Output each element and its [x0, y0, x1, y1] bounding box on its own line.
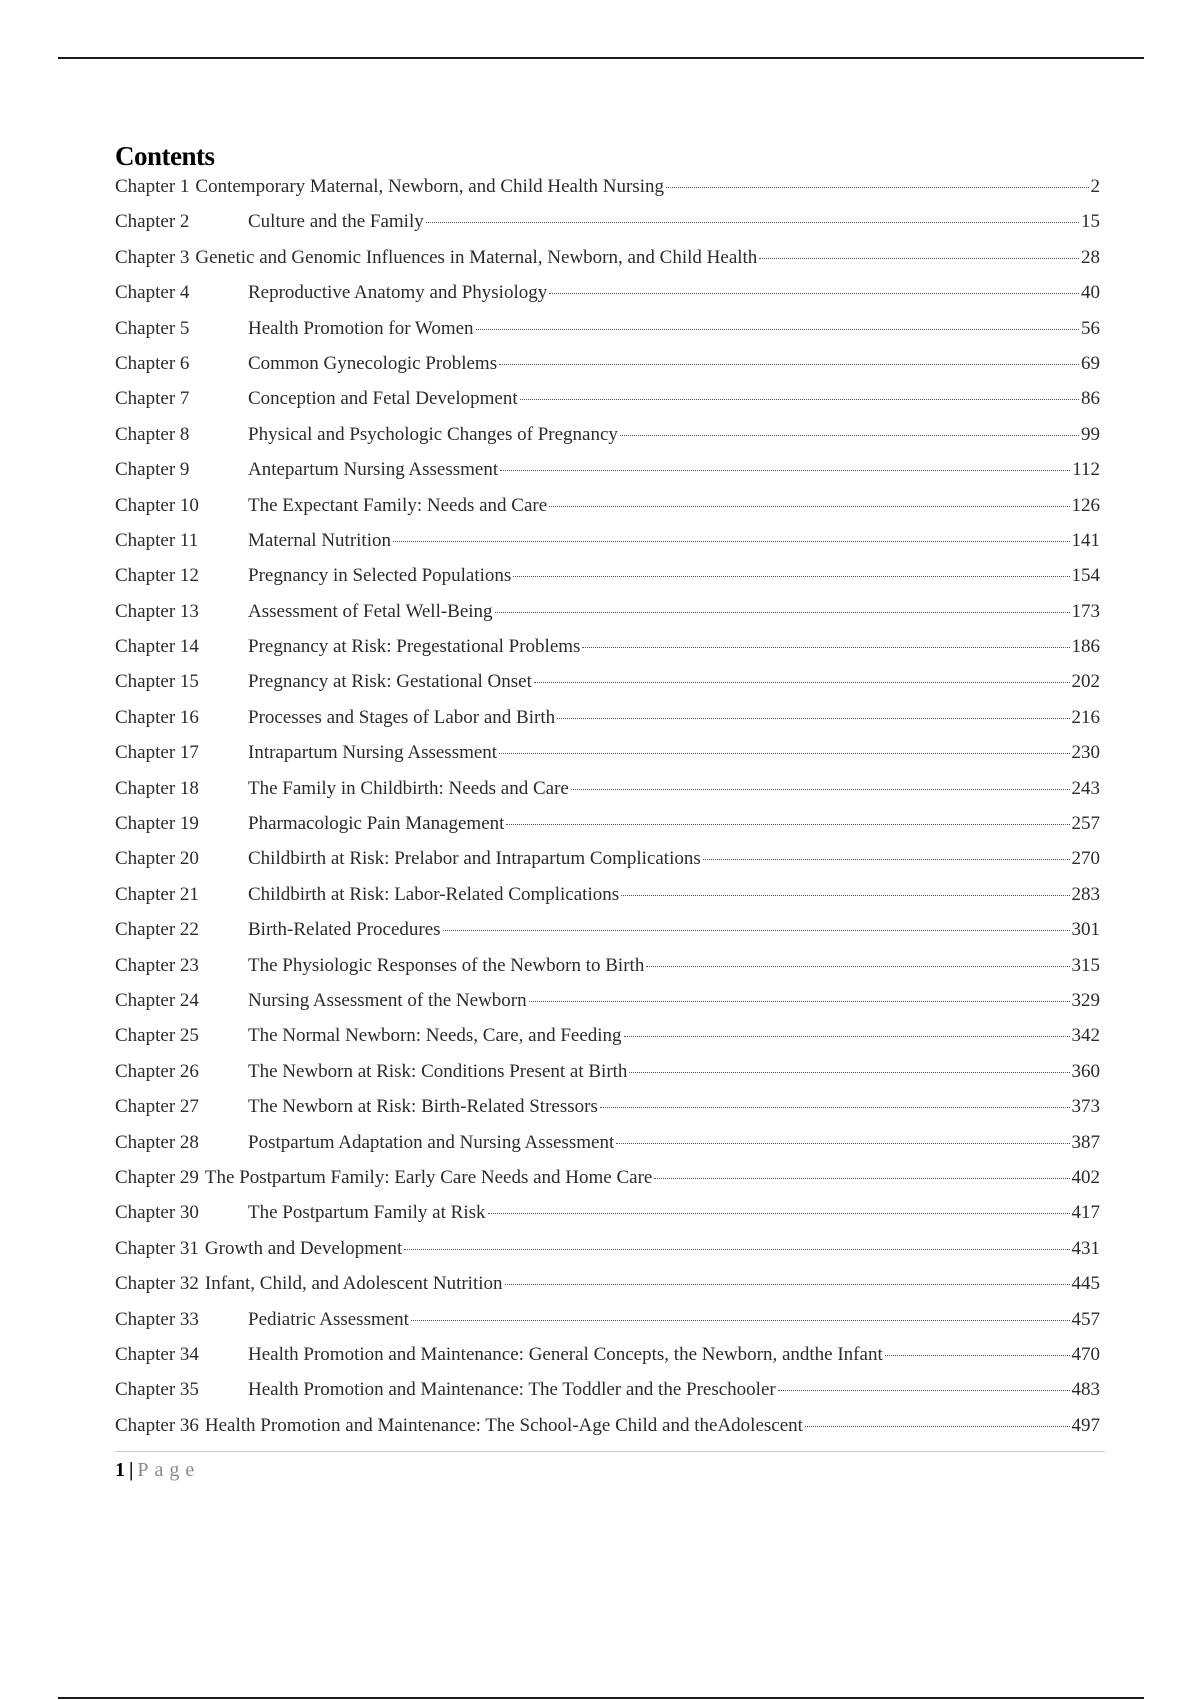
- toc-entry-page: 270: [1071, 848, 1100, 870]
- toc-entry-page: 483: [1071, 1379, 1100, 1401]
- toc-entry-label: Chapter 12: [115, 565, 199, 587]
- toc-dot-leader: [600, 1107, 1070, 1108]
- toc-entry-label: Chapter 17: [115, 742, 199, 764]
- toc-entry-label: Chapter 26: [115, 1060, 199, 1082]
- toc-entry-label: Chapter 14: [115, 636, 199, 658]
- toc-entry-label: Chapter 25: [115, 1025, 199, 1047]
- toc-dot-leader: [495, 612, 1070, 613]
- toc-dot-leader: [582, 647, 1069, 648]
- toc-dot-leader: [499, 364, 1079, 365]
- toc-entry-label: Chapter 7: [115, 388, 190, 410]
- toc-entry[interactable]: [115, 636, 1100, 671]
- toc-entry[interactable]: [115, 1238, 1100, 1273]
- toc-entry-label: Chapter 23: [115, 954, 199, 976]
- toc-entry[interactable]: [115, 282, 1100, 317]
- toc-dot-leader: [443, 930, 1070, 931]
- toc-entry[interactable]: [115, 990, 1100, 1025]
- toc-heading: Contents: [115, 141, 215, 171]
- toc-entry-title: Pregnancy in Selected Populations: [248, 565, 512, 587]
- toc-entry-title: Infant, Child, and Adolescent Nutrition: [204, 1273, 503, 1295]
- toc-dot-leader: [499, 753, 1069, 754]
- toc-entry-title: Physical and Psychologic Changes of Pregnancy: [248, 423, 618, 445]
- toc-dot-leader: [621, 895, 1069, 896]
- toc-entry[interactable]: [115, 601, 1100, 636]
- toc-entry-page: 497: [1071, 1414, 1100, 1436]
- toc-entry[interactable]: [115, 1096, 1100, 1131]
- toc-entry-page: 126: [1071, 494, 1100, 516]
- toc-entry-page: 257: [1071, 813, 1100, 835]
- toc-entry[interactable]: [115, 1379, 1100, 1414]
- toc-entry-title: Genetic and Genomic Influences in Maternal, Newborn, and Child Health: [195, 246, 758, 268]
- toc-entry[interactable]: [115, 813, 1100, 848]
- toc-entry-page: 457: [1071, 1308, 1100, 1330]
- toc-entry-title: The Expectant Family: Needs and Care: [248, 494, 548, 516]
- toc-entry-title: The Newborn at Risk: Conditions Present at Birth: [248, 1060, 628, 1082]
- toc-dot-leader: [520, 399, 1079, 400]
- toc-entry[interactable]: [115, 778, 1100, 813]
- toc-entry-page: 15: [1081, 211, 1100, 233]
- toc-entry-page: 360: [1071, 1060, 1100, 1082]
- toc-dot-leader: [549, 293, 1079, 294]
- top-rule: [58, 57, 1144, 59]
- toc-entry-page: 173: [1071, 600, 1100, 622]
- toc-entry-title: Reproductive Anatomy and Physiology: [248, 282, 548, 304]
- toc-entry-label: Chapter 22: [115, 919, 199, 941]
- toc-entry-label: Chapter 19: [115, 813, 199, 835]
- toc-entry[interactable]: [115, 565, 1100, 600]
- toc-dot-leader: [885, 1355, 1070, 1356]
- toc-entry-label: Chapter 4: [115, 282, 190, 304]
- toc-entry-title: Childbirth at Risk: Prelabor and Intrapartum Complications: [248, 848, 701, 870]
- toc-dot-leader: [624, 1036, 1070, 1037]
- toc-entry[interactable]: [115, 211, 1100, 246]
- toc-entry[interactable]: [115, 1273, 1100, 1308]
- toc-dot-leader: [529, 1001, 1070, 1002]
- toc-entry-title: Pharmacologic Pain Management: [248, 813, 505, 835]
- toc-dot-leader: [620, 435, 1079, 436]
- toc-entry-title: Pediatric Assessment: [248, 1308, 409, 1330]
- toc-dot-leader: [393, 541, 1070, 542]
- toc-entry-page: 99: [1081, 423, 1100, 445]
- toc-dot-leader: [411, 1320, 1070, 1321]
- toc-entry-page: 417: [1071, 1202, 1100, 1224]
- toc-entry-label: Chapter 36: [115, 1414, 199, 1436]
- toc-entry-page: 243: [1071, 777, 1100, 799]
- toc-entry-page: 387: [1071, 1131, 1100, 1153]
- toc-entry-label: Chapter 27: [115, 1096, 199, 1118]
- toc-entry-page: 56: [1081, 317, 1100, 339]
- toc-entry-label: Chapter 18: [115, 777, 199, 799]
- toc-entry-page: 216: [1071, 706, 1100, 728]
- toc-dot-leader: [616, 1143, 1069, 1144]
- toc-entry[interactable]: [115, 955, 1100, 990]
- toc-entry-page: 141: [1071, 529, 1100, 551]
- toc-entry[interactable]: [115, 353, 1100, 388]
- footer-page-word: Page: [137, 1459, 201, 1481]
- toc-entry-title: Culture and the Family: [248, 211, 424, 233]
- toc-entry-title: Birth-Related Procedures: [248, 919, 441, 941]
- toc-dot-leader: [549, 506, 1069, 507]
- toc-entry-title: The Newborn at Risk: Birth-Related Stressors: [248, 1096, 598, 1118]
- toc-entry-page: 470: [1071, 1343, 1100, 1365]
- toc-entry-page: 431: [1071, 1237, 1100, 1259]
- toc-entry-title: Antepartum Nursing Assessment: [248, 459, 499, 481]
- toc-entry-label: Chapter 21: [115, 883, 199, 905]
- toc-entry-page: 112: [1072, 459, 1100, 481]
- toc-entry-label: Chapter 13: [115, 600, 199, 622]
- toc-entry[interactable]: [115, 742, 1100, 777]
- toc-entry-label: Chapter 34: [115, 1343, 199, 1365]
- toc-entry[interactable]: [115, 671, 1100, 706]
- footer-page-number: 1: [115, 1459, 125, 1481]
- page-footer: [115, 1457, 200, 1483]
- toc-entry-title: Postpartum Adaptation and Nursing Assessment: [248, 1131, 615, 1153]
- toc-entry-title: Processes and Stages of Labor and Birth: [248, 706, 556, 728]
- toc-entry[interactable]: [115, 388, 1100, 423]
- toc-entry[interactable]: [115, 1344, 1100, 1379]
- toc-dot-leader: [703, 859, 1070, 860]
- toc-dot-leader: [506, 824, 1069, 825]
- toc-entry[interactable]: [115, 707, 1100, 742]
- toc-entry-page: 342: [1071, 1025, 1100, 1047]
- toc-entry-label: Chapter 15: [115, 671, 199, 693]
- toc-dot-leader: [513, 576, 1069, 577]
- toc-entry-page: 402: [1071, 1166, 1100, 1188]
- toc-entry-label: Chapter 24: [115, 989, 199, 1011]
- toc-entry-label: Chapter 29: [115, 1166, 199, 1188]
- toc-entry-title: Maternal Nutrition: [248, 529, 391, 551]
- toc-entry-title: Pregnancy at Risk: Pregestational Problems: [248, 636, 581, 658]
- toc-dot-leader: [426, 222, 1079, 223]
- toc-entry-title: The Postpartum Family: Early Care Needs and Home Care: [204, 1166, 653, 1188]
- toc-entry-label: Chapter 31: [115, 1237, 199, 1259]
- toc-entry-label: Chapter 11: [115, 529, 199, 551]
- toc-entry-label: Chapter 10: [115, 494, 199, 516]
- toc-entry[interactable]: [115, 459, 1100, 494]
- toc-dot-leader: [629, 1072, 1069, 1073]
- toc-entry-page: 283: [1071, 883, 1100, 905]
- toc-dot-leader: [778, 1390, 1070, 1391]
- toc-entry-title: Contemporary Maternal, Newborn, and Child Health Nursing: [195, 176, 664, 197]
- toc-entry-page: 301: [1071, 919, 1100, 941]
- toc-dot-leader: [759, 258, 1079, 259]
- table-of-contents: [115, 140, 1100, 1450]
- toc-entry[interactable]: [115, 1167, 1100, 1202]
- toc-entry-title: The Family in Childbirth: Needs and Care: [248, 777, 569, 799]
- toc-dot-leader: [654, 1178, 1069, 1179]
- toc-dot-leader: [646, 966, 1069, 967]
- toc-entry[interactable]: [115, 424, 1100, 459]
- toc-entry-label: Chapter 8: [115, 423, 190, 445]
- toc-entry-label: Chapter 3: [115, 246, 190, 268]
- toc-entry-label: Chapter 20: [115, 848, 199, 870]
- toc-dot-leader: [476, 329, 1079, 330]
- toc-entry-page: 373: [1071, 1096, 1100, 1118]
- toc-entry-page: 315: [1071, 954, 1100, 976]
- footer-separator: |: [129, 1459, 134, 1481]
- toc-list: [115, 176, 1100, 1450]
- toc-entry[interactable]: [115, 919, 1100, 954]
- toc-entry-label: Chapter 33: [115, 1308, 199, 1330]
- toc-entry-page: 230: [1071, 742, 1100, 764]
- toc-dot-leader: [505, 1284, 1070, 1285]
- toc-entry-title: The Normal Newborn: Needs, Care, and Feeding: [248, 1025, 622, 1047]
- toc-entry-label: Chapter 28: [115, 1131, 199, 1153]
- toc-entry-page: 2: [1090, 176, 1100, 197]
- toc-entry-title: Assessment of Fetal Well-Being: [248, 600, 493, 622]
- toc-entry-title: Intrapartum Nursing Assessment: [248, 742, 498, 764]
- toc-dot-leader: [534, 682, 1070, 683]
- toc-entry[interactable]: [115, 1132, 1100, 1167]
- toc-entry[interactable]: [115, 176, 1100, 211]
- toc-dot-leader: [557, 718, 1069, 719]
- toc-entry[interactable]: [115, 1415, 1100, 1450]
- toc-entry-title: Health Promotion for Women: [248, 317, 474, 339]
- toc-entry-title: Growth and Development: [204, 1237, 403, 1259]
- toc-dot-leader: [571, 789, 1070, 790]
- toc-entry-page: 154: [1071, 565, 1100, 587]
- toc-dot-leader: [404, 1249, 1069, 1250]
- toc-dot-leader: [500, 470, 1070, 471]
- toc-entry-page: 329: [1071, 989, 1100, 1011]
- toc-dot-leader: [488, 1213, 1070, 1214]
- toc-entry[interactable]: [115, 318, 1100, 353]
- bottom-rule: [58, 1697, 1144, 1699]
- toc-entry-label: Chapter 35: [115, 1379, 199, 1401]
- toc-entry-page: 186: [1071, 636, 1100, 658]
- toc-entry-title: The Postpartum Family at Risk: [248, 1202, 486, 1224]
- toc-dot-leader: [805, 1426, 1070, 1427]
- toc-entry-page: 69: [1081, 352, 1100, 374]
- toc-entry[interactable]: [115, 1202, 1100, 1237]
- footer-divider: [115, 1451, 1105, 1452]
- toc-entry-label: Chapter 32: [115, 1273, 199, 1295]
- toc-entry-page: 445: [1071, 1273, 1100, 1295]
- toc-entry-title: The Physiologic Responses of the Newborn to Birth: [248, 954, 645, 976]
- toc-entry-label: Chapter 5: [115, 317, 190, 339]
- toc-entry[interactable]: [115, 247, 1100, 282]
- toc-entry-page: 202: [1071, 671, 1100, 693]
- toc-entry[interactable]: [115, 1025, 1100, 1060]
- toc-entry[interactable]: [115, 848, 1100, 883]
- toc-entry-label: Chapter 30: [115, 1202, 199, 1224]
- toc-entry-title: Conception and Fetal Development: [248, 388, 518, 410]
- toc-entry[interactable]: [115, 1061, 1100, 1096]
- toc-entry[interactable]: [115, 884, 1100, 919]
- toc-entry[interactable]: [115, 530, 1100, 565]
- toc-entry-label: Chapter 2: [115, 211, 190, 233]
- toc-entry-title: Health Promotion and Maintenance: The School-Age Child and theAdolescent: [204, 1414, 803, 1436]
- toc-entry-title: Childbirth at Risk: Labor-Related Complications: [248, 883, 620, 905]
- toc-entry-label: Chapter 16: [115, 706, 199, 728]
- toc-entry-title: Health Promotion and Maintenance: General Concepts, the Newborn, andthe Infant: [248, 1343, 883, 1365]
- toc-entry-page: 28: [1081, 246, 1100, 268]
- toc-entry-page: 40: [1081, 282, 1100, 304]
- toc-entry-title: Nursing Assessment of the Newborn: [248, 989, 527, 1011]
- toc-entry[interactable]: [115, 495, 1100, 530]
- toc-entry-label: Chapter 9: [115, 459, 190, 481]
- toc-entry-title: Health Promotion and Maintenance: The Toddler and the Preschooler: [248, 1379, 776, 1401]
- toc-entry-label: Chapter 6: [115, 352, 190, 374]
- toc-entry-title: Common Gynecologic Problems: [248, 352, 498, 374]
- toc-entry[interactable]: [115, 1309, 1100, 1344]
- toc-entry-title: Pregnancy at Risk: Gestational Onset: [248, 671, 532, 693]
- toc-entry-page: 86: [1081, 388, 1100, 410]
- toc-entry-label: Chapter 1: [115, 176, 190, 197]
- toc-dot-leader: [666, 187, 1089, 188]
